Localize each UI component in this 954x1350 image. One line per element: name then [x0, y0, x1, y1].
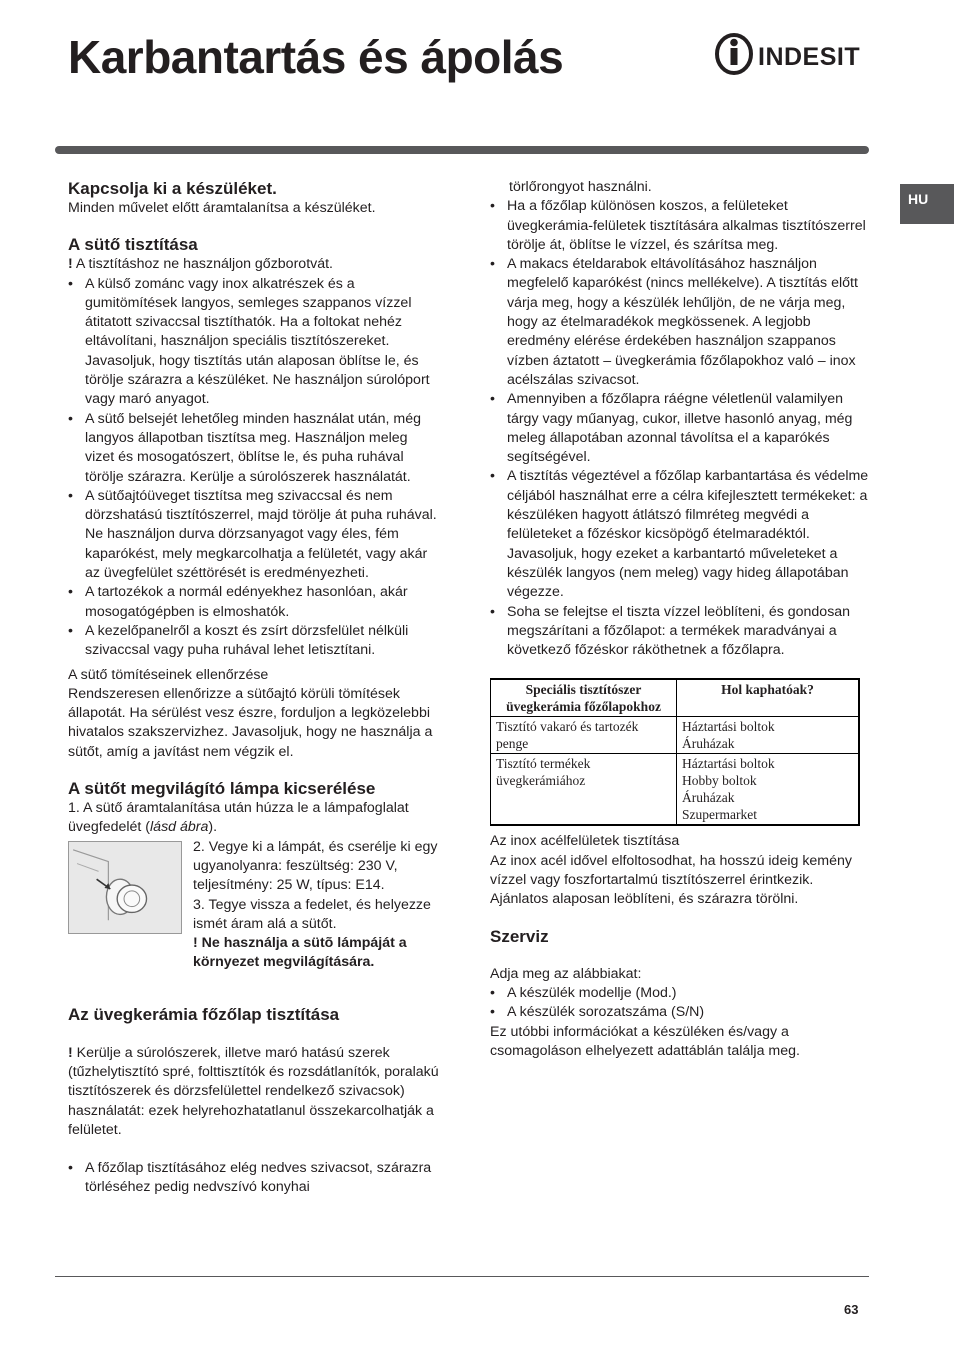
- warning-text: Kerülje a súrolószerek, illetve maró hatású szerek (tűzhelytisztító spré, folttisztítók és rozsdátlanítók, poralakú tisztítószerek és dörzsfelülettel rendelkező szivacsok) használatát: ezek helyrehozhatatlanul összekarcolhatják a felületet.: [68, 1044, 439, 1138]
- header-rule: [55, 146, 869, 154]
- page-number: 63: [844, 1302, 859, 1317]
- list-item: • A tisztítás végeztével a főzőlap karbantartása és védelme céljából használhat erre a célra kifejlesztett termékeket: a készüléken hagyott átlátszó filmréteg megvédi a felületeket a főzéskor kicsöpögő ételmaradéktól. Javasoljuk, hogy ezeket a karbantartó műveleteket a készülék langyos (nem meleg) vagy hideg állapotában végezze.: [490, 467, 870, 602]
- table-cell-where: Háztartási boltok Hobby boltok Áruházak Szupermarket: [677, 754, 860, 826]
- left-column: [68, 178, 440, 1198]
- seal-check-text: Rendszeresen ellenőrizze a sütőajtó körüli tömítések állapotát. Ha sérülést vesz észre, forduljon a legközelebbi hivatalos szakszervizhez. Javasoljuk, hogy ne használja a sütőt, amíg a javítást nem végzik el.: [68, 685, 433, 760]
- list-continuation: törlőrongyot használni.: [509, 179, 652, 195]
- right-column: [490, 178, 870, 1061]
- oven-cleaning-warning: [68, 255, 440, 274]
- list-item: • Ha a főzőlap különösen koszos, a felületeket üvegkerámia-felületek tisztítására alkalmas tisztítószerrel törölje át, öblítse le vízzel, és szárítsa meg.: [490, 197, 870, 255]
- warning-mark: !: [68, 1044, 73, 1061]
- table-row: [491, 717, 860, 754]
- lamp-diagram-image: [68, 841, 182, 934]
- brand-text: INDESIT: [758, 43, 861, 71]
- list-item: • A készülék modellje (Mod.): [490, 984, 870, 1003]
- table-cell-product: Tisztító vakaró és tartozék penge: [491, 717, 677, 754]
- lamp-warning: ! Ne használja a sütõ lámpáját a környezet megvilágítására.: [193, 935, 407, 971]
- lamp-replacement-heading: A sütőt megvilágító lámpa kicserélése: [68, 779, 376, 799]
- ceramic-hob-warning: [68, 1044, 440, 1140]
- table-cell-where: Háztartási boltok Áruházak: [677, 717, 860, 754]
- table-header-where: Hol kaphatóak?: [677, 679, 860, 717]
- lamp-steps-text: [193, 838, 445, 973]
- lamp-step-block: [68, 838, 440, 990]
- table-header-row: [491, 679, 860, 717]
- list-item: • A készülék sorozatszáma (S/N): [490, 1003, 870, 1022]
- warning-mark: !: [68, 256, 73, 273]
- list-item: • A makacs ételdarabok eltávolításához használjon megfelelő kaparókést (nincs mellékelve). A tisztítás előtt várja meg, hogy a készülék lehűljön, de ne várja meg, hogy az ételmaradékok megkössenek. A legjobb eredmény elérése érdekében használjon szappanos vízben áztatott – üvegkerámia főzőlapokhoz való – inox acélszálas szivacsot.: [490, 255, 870, 390]
- service-intro: Adja meg az alábbiakat:: [490, 965, 642, 982]
- warning-text: A tisztításhoz ne használjon gőzborotvát.: [72, 256, 333, 273]
- inox-cleaning-text: Az inox acél idővel elfoltosodhat, ha hosszú ideig kemény vízzel vagy foszfortartalmú tisztítószerrel érintkezik. Ajánlatos alaposan leöblíteni, és szárazra törölni.: [490, 852, 852, 908]
- list-item: • A sütő belsejét lehetőleg minden használat után, még langyos állapotban tisztítsa meg. Használjon meleg vizet és mosogatószert, öblítse le, és puha ruhával törölje szárazra. Kerülje a súrolószerek használatát.: [68, 410, 440, 487]
- table-cell-product: Tisztító termékek üvegkerámiához: [491, 754, 677, 826]
- list-item: • A tartozékok a normál edényekhez hasonlóan, akár mosogatógépben is elmoshatók.: [68, 583, 440, 622]
- list-item: • A külső zománc vagy inox alkatrészek és a gumitömítések langyos, semleges szappanos vízzel átitatott szivaccsal tisztíthatók. Ha a foltokat nehéz eltávolítani, használjon speciális tisztítószereket. Javasoljuk, hogy tisztítás után alaposan öblítse le, és törölje szárazra a készüléket. Ne használjon súrolóport vagy maró anyagot.: [68, 275, 440, 410]
- language-tab: HU: [900, 184, 954, 224]
- list-item: • Soha se felejtse el tiszta vízzel leöblíteni, és gondosan megszárítani a főzőlapot: a termékek maradványai a következő főzéskor ráköthetnek a főzőlapra.: [490, 603, 870, 661]
- oven-cleaning-list: [68, 275, 440, 661]
- switch-off-text: Minden művelet előtt áramtalanítsa a készüléket.: [68, 200, 376, 216]
- lamp-step-2: 2. Vegye ki a lámpát, és cserélje ki egy ugyanolyanra: feszültség: 230 V, teljesítmény: 25 W, típus: E14.: [193, 838, 438, 894]
- page-title: Karbantartás és ápolás: [68, 31, 564, 83]
- indesit-logo: [714, 32, 870, 76]
- service-heading: Szerviz: [490, 926, 549, 946]
- lamp-step-1: 1. A sütő áramtalanítása után húzza le a lámpafoglalat üvegfedelét (lásd ábra).: [68, 800, 409, 836]
- lamp-step-3: 3. Tegye vissza a fedelet, és helyezze ismét áram alá a sütőt.: [193, 896, 431, 932]
- list-item: • A kezelőpanelről a koszt és zsírt dörzsfelület nélküli szivaccsal vagy puha ruhával lehet letisztítani.: [68, 622, 440, 661]
- inox-cleaning-title: Az inox acélfelületek tisztítása: [490, 833, 680, 850]
- switch-off-heading: Kapcsolja ki a készüléket.: [68, 179, 277, 198]
- ceramic-hob-list: [68, 1159, 440, 1198]
- list-item: • Amennyiben a főzőlapra ráégne véletlenül valamilyen tárgy vagy műanyag, cukor, illetve hasonló anyag, még meleg állapotában azonnal távolítsa el a kaparókés segítségével.: [490, 390, 870, 467]
- cleaning-products-table: [490, 678, 860, 826]
- footer-rule: [55, 1276, 869, 1277]
- table-header-product: Speciális tisztítószer üvegkerámia főzőlapokhoz: [491, 679, 677, 717]
- seal-check-title: A sütő tömítéseinek ellenőrzése: [68, 666, 269, 683]
- service-list: [490, 984, 870, 1023]
- service-outro: Ez utóbbi információkat a készüléken és/vagy a csomagoláson elhelyezett adattáblán találja meg.: [490, 1023, 800, 1059]
- ceramic-hob-heading: Az üvegkerámia főzőlap tisztítása: [68, 1004, 340, 1024]
- oven-cleaning-heading: A sütő tisztítása: [68, 235, 198, 255]
- list-item: • A sütőajtóüveget tisztítsa meg szivaccsal és nem dörzshatású tisztítószerrel, majd törölje át puha ruhával. Ne használjon durva dörzsanyagot vagy éles, fém kaparókést, mely megkarcolhatja a felületét, vagy akár az üvegfelület széttörését is eredményezheti.: [68, 487, 440, 583]
- table-row: [491, 754, 860, 826]
- ceramic-hob-list-cont: [490, 197, 870, 660]
- list-item: • A főzőlap tisztításához elég nedves szivacsot, szárazra törléséhez pedig nedvszívó konyhai: [68, 1159, 440, 1198]
